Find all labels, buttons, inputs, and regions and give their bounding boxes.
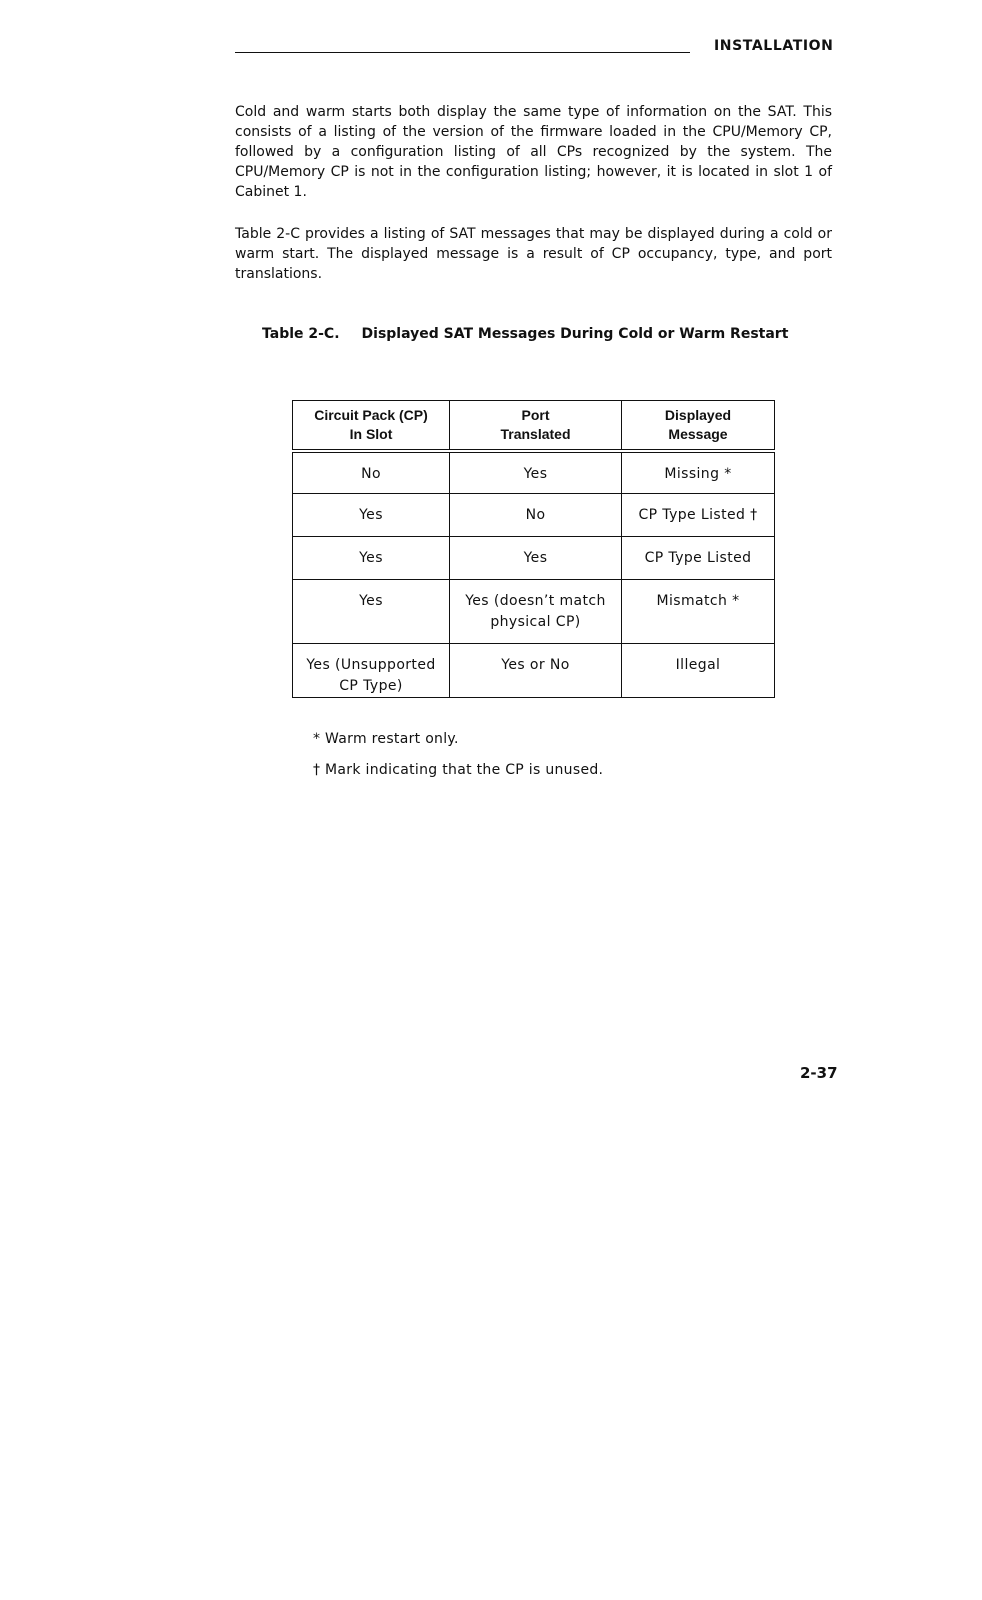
header-port-translated — [450, 401, 622, 451]
cell-in-slot-line1: Yes (Unsupported — [306, 657, 436, 673]
cell-port-translated-line2: physical CP) — [490, 614, 581, 630]
cell-in-slot: No — [293, 451, 450, 494]
intro-paragraph: Cold and warm starts both display the same type of information on the SAT. This consists of a listing of the version of the firmware loaded in the CPU/Memory CP, followed by a configuration listing of all CPs recognized by the system. The CPU/Memory CP is not in the configuration listing; however, it is located in slot 1 of Cabinet 1. — [235, 104, 832, 200]
cell-message: Mismatch * — [622, 580, 775, 644]
sat-messages-table — [292, 400, 775, 698]
footnote-unused-mark: † Mark indicating that the CP is unused. — [313, 762, 604, 778]
cell-message: Illegal — [622, 644, 775, 698]
section-title: INSTALLATION — [714, 38, 834, 54]
cell-port-translated-line1: Yes (doesn’t match — [465, 593, 606, 609]
table-row — [293, 451, 775, 494]
cell-in-slot — [293, 644, 450, 698]
table-intro-paragraph: Table 2-C provides a listing of SAT messages that may be displayed during a cold or warm start. The displayed message is a result of CP occupancy, type, and port translations. — [235, 226, 832, 282]
header-in-slot-line1: Circuit Pack (CP) — [314, 407, 428, 423]
cell-port-translated: Yes or No — [450, 644, 622, 698]
table-caption — [262, 326, 788, 342]
header-displayed-message-line1: Displayed — [664, 407, 732, 423]
header-displayed-message — [622, 401, 775, 451]
cell-port-translated: Yes — [450, 451, 622, 494]
cell-in-slot: Yes — [293, 580, 450, 644]
table-header-row — [293, 401, 775, 451]
table-row — [293, 580, 775, 644]
table-row — [293, 494, 775, 537]
cell-message: Missing * — [622, 451, 775, 494]
cell-in-slot: Yes — [293, 494, 450, 537]
table-caption-number: Table 2-C. — [262, 326, 340, 342]
page-number: 2-37 — [800, 1064, 838, 1082]
table-row — [293, 537, 775, 580]
header-port-translated-line2: Translated — [500, 426, 571, 442]
cell-in-slot: Yes — [293, 537, 450, 580]
header-displayed-message-line2: Message — [668, 426, 728, 442]
cell-message: CP Type Listed — [622, 537, 775, 580]
table-row — [293, 644, 775, 698]
cell-message: CP Type Listed † — [622, 494, 775, 537]
header-rule — [235, 52, 690, 53]
cell-port-translated: Yes — [450, 537, 622, 580]
header-in-slot-line2: In Slot — [349, 426, 393, 442]
header-port-translated-line1: Port — [521, 407, 550, 423]
cell-in-slot-line2: CP Type) — [339, 678, 403, 694]
cell-port-translated — [450, 580, 622, 644]
table-caption-title: Displayed SAT Messages During Cold or Warm Restart — [361, 326, 789, 342]
header-in-slot — [293, 401, 450, 451]
cell-port-translated: No — [450, 494, 622, 537]
footnote-warm-restart: * Warm restart only. — [313, 731, 459, 747]
